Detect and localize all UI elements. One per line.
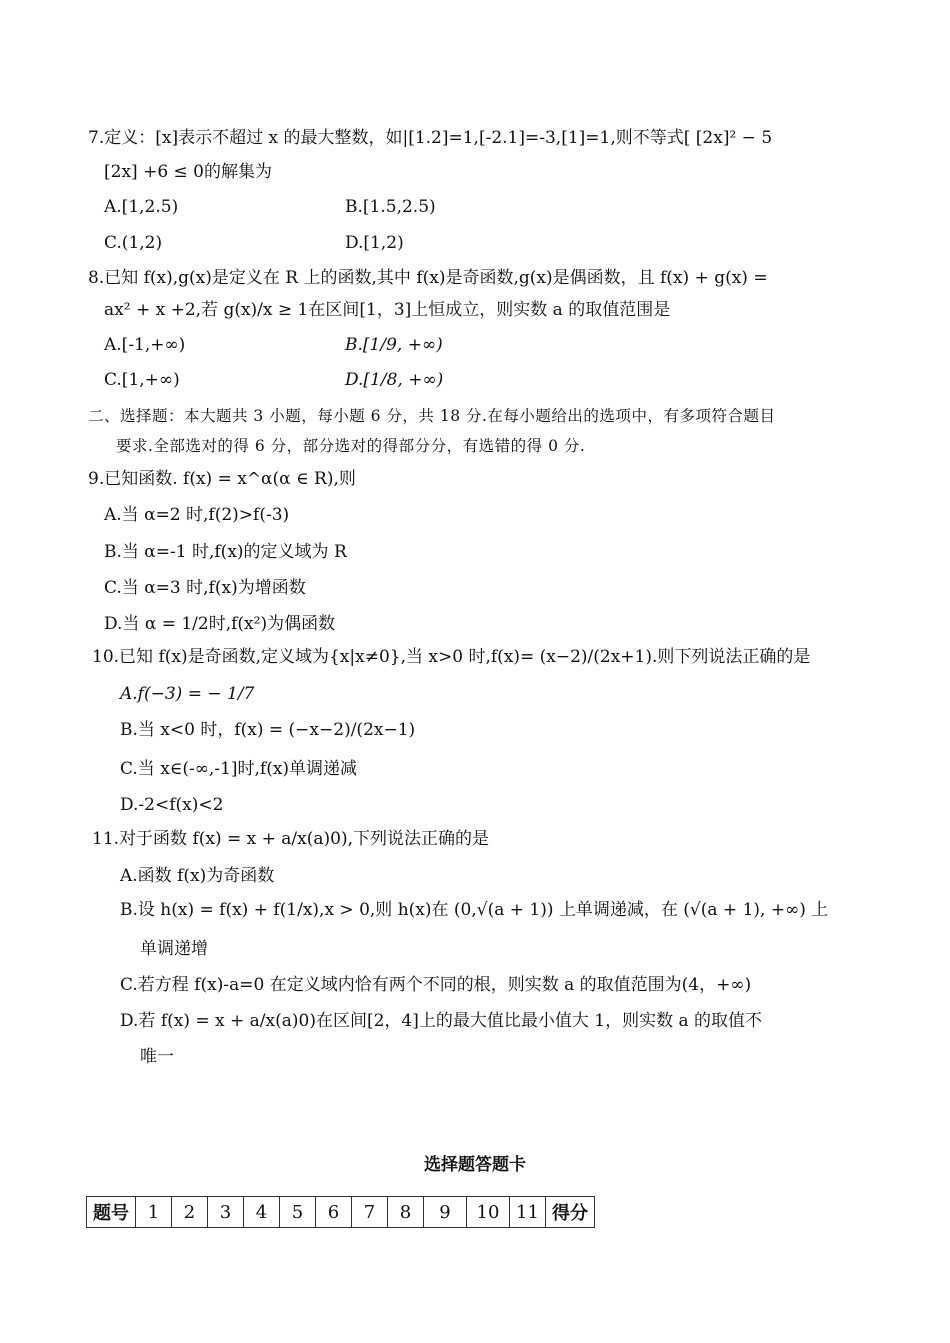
q9-option-b: B.当 α=-1 时,f(x)的定义域为 R (104, 542, 347, 562)
q7-stem-line1: 7.定义：[x]表示不超过 x 的最大整数，如|[1.2]=1,[-2.1]=-3,[1]=1,则不等式[ [2x]² − 5 (88, 128, 773, 148)
q11-option-d-line1: D.若 f(x) = x + a/x(a)0)在区间[2，4]上的最大值比最小值大 1，则实数 a 的取值不 (120, 1011, 763, 1031)
q10-option-c: C.当 x∈(-∞,-1]时,f(x)单调递减 (120, 759, 358, 779)
answer-cell-2: 2 (172, 1197, 208, 1228)
answer-cell-4: 4 (244, 1197, 280, 1228)
q9-option-a: A.当 α=2 时,f(2)>f(-3) (104, 505, 290, 525)
q11-stem: 11.对于函数 f(x) = x + a/x(a)0),下列说法正确的是 (92, 829, 489, 849)
q10-stem: 10.已知 f(x)是奇函数,定义域为{x|x≠0},当 x>0 时,f(x)= (x−2)/(2x+1).则下列说法正确的是 (92, 647, 811, 667)
q8-stem-line1: 8.已知 f(x),g(x)是定义在 R 上的函数,其中 f(x)是奇函数,g(x)是偶函数，且 f(x) + g(x) = (88, 268, 768, 288)
q10-option-d: D.-2<f(x)<2 (120, 795, 224, 815)
section-2-heading-cont: 要求.全部选对的得 6 分，部分选对的得部分分，有选错的得 0 分. (116, 437, 586, 455)
q7-option-a: A.[1,2.5) (104, 197, 179, 217)
answer-cell-5: 5 (280, 1197, 316, 1228)
q11-option-b-line2: 单调递增 (140, 939, 208, 959)
answer-card-title: 选择题答题卡 (424, 1155, 526, 1175)
q11-option-b-line1: B.设 h(x) = f(x) + f(1/x),x > 0,则 h(x)在 (0,√(a + 1)) 上单调递减，在 (√(a + 1), +∞) 上 (120, 900, 829, 920)
answer-cell-8: 8 (388, 1197, 424, 1228)
q8-option-a: A.[-1,+∞) (104, 335, 186, 355)
q8-option-c: C.[1,+∞) (104, 370, 180, 390)
answer-cell-6: 6 (316, 1197, 352, 1228)
q11-option-c: C.若方程 f(x)-a=0 在定义域内恰有两个不同的根，则实数 a 的取值范围为(4，+∞) (120, 975, 752, 995)
q7-option-b: B.[1.5,2.5) (345, 197, 436, 217)
q8-option-d: D.[1/8, +∞) (345, 370, 444, 390)
q7-option-d: D.[1,2) (345, 233, 404, 253)
answer-cell-10: 10 (467, 1197, 510, 1228)
answer-card-header: 题号 (87, 1197, 136, 1228)
q10-option-a: A.f(−3) = − 1/7 (120, 684, 255, 704)
q8-option-b: B.[1/9, +∞) (345, 335, 443, 355)
q9-option-c: C.当 α=3 时,f(x)为增函数 (104, 578, 306, 598)
answer-cell-9: 9 (424, 1197, 467, 1228)
q8-stem-line2: ax² + x +2,若 g(x)/x ≥ 1在区间[1，3]上恒成立，则实数 a 的取值范围是 (104, 300, 671, 320)
answer-cell-11: 11 (510, 1197, 546, 1228)
q11-option-d-line2: 唯一 (140, 1047, 174, 1067)
q10-option-b: B.当 x<0 时，f(x) = (−x−2)/(2x−1) (120, 720, 416, 740)
q7-option-c: C.(1,2) (104, 233, 163, 253)
answer-cell-7: 7 (352, 1197, 388, 1228)
answer-card-row (87, 1197, 595, 1228)
answer-cell-3: 3 (208, 1197, 244, 1228)
q9-stem: 9.已知函数. f(x) = x^α(α ∈ R),则 (88, 469, 356, 489)
q9-option-d: D.当 α = 1/2时,f(x²)为偶函数 (104, 614, 336, 634)
answer-cell-1: 1 (136, 1197, 172, 1228)
section-2-heading: 二、选择题：本大题共 3 小题，每小题 6 分，共 18 分.在每小题给出的选项中，有多项符合题目 (88, 407, 776, 425)
answer-card-table (86, 1196, 595, 1228)
answer-card-score: 得分 (546, 1197, 595, 1228)
q11-option-a: A.函数 f(x)为奇函数 (120, 866, 275, 886)
q7-stem-line2: [2x] +6 ≤ 0的解集为 (104, 162, 272, 182)
